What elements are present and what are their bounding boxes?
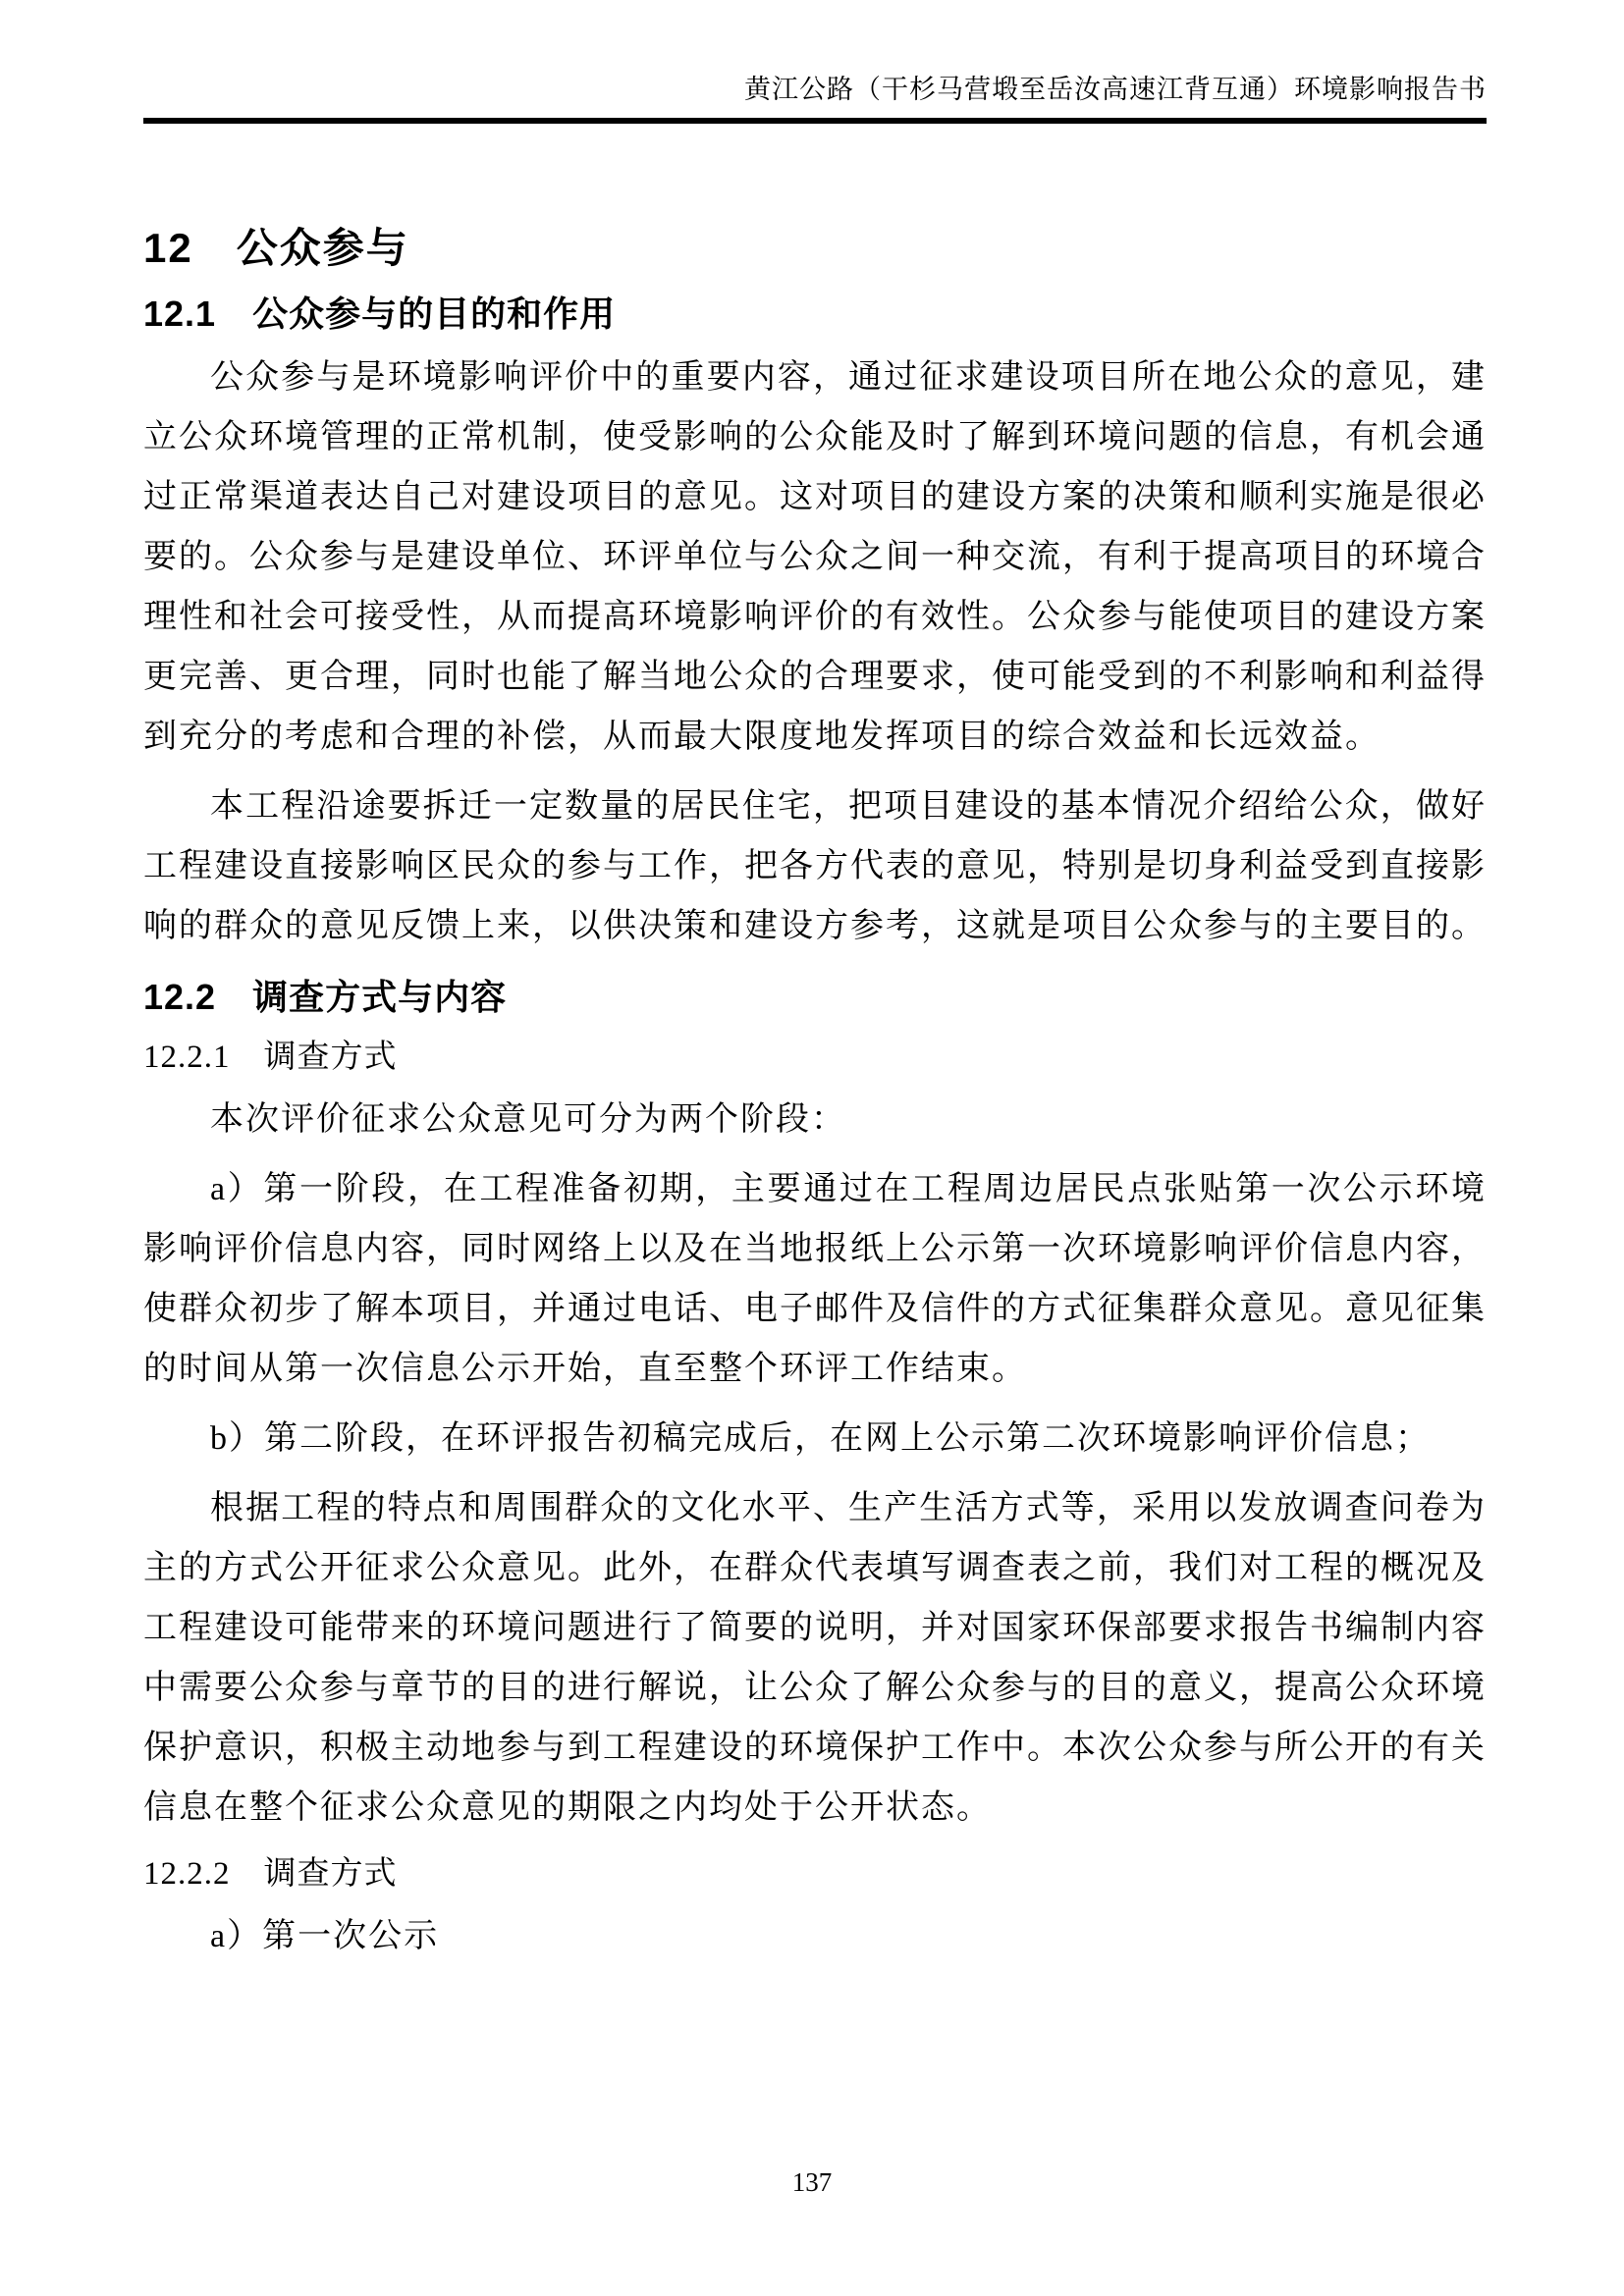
page-number: 137 [791,2167,833,2197]
paragraph-stage-b: b）第二阶段，在环评报告初稿完成后，在网上公示第二次环境影响评价信息； [210,1420,1431,1457]
page-footer [0,2167,1624,2198]
paragraph-stage-a: a）第一阶段，在工程准备初期，主要通过在工程周边居民点张贴第一次公示环境影响评价信息内容，同时网络上以及在当地报纸上公示第一次环境影响评价信息内容，使群众初步了解本项目，并通过电话、电子邮件及信件的方式征集群众意见。意见征集的时间从第一次信息公示开始，直至整个环评工作结束。 [143,1171,1487,1387]
paragraph-purpose-1: 公众参与是环境影响评价中的重要内容，通过征求建设项目所在地公众的意见，建立公众环境管理的正常机制，使受影响的公众能及时了解到环境问题的信息，有机会通过正常渠道表达自己对建设项目的意见。这对项目的建设方案的决策和顺利实施是很必要的。公众参与是建设单位、环评单位与公众之间一种交流，有利于提高项目的环境合理性和社会可接受性，从而提高环境影响评价的有效性。公众参与能使项目的建设方案更完善、更合理，同时也能了解当地公众的合理要求，使可能受到的不利影响和利益得到充分的考虑和合理的补偿，从而最大限度地发挥项目的综合效益和长远效益。 [143,359,1487,755]
running-header-title: 黄江公路（干杉马营塅至岳汝高速江背互通）环境影响报告书 [744,75,1487,104]
document-body [143,224,1487,1966]
subsection-heading-12-2-1: 12.2.1 调查方式 [143,1040,398,1075]
paragraph-purpose-2: 本工程沿途要拆迁一定数量的居民住宅，把项目建设的基本情况介绍给公众，做好工程建设直接影响区民众的参与工作，把各方代表的意见，特别是切身利益受到直接影响的群众的意见反馈上来，以供决策和建设方参考，这就是项目公众参与的主要目的。 [143,788,1487,944]
section-heading-12-1: 12.1 公众参与的目的和作用 [143,294,617,334]
subsection-heading-12-2-2: 12.2.2 调查方式 [143,1856,398,1892]
paragraph-stages-intro: 本次评价征求公众意见可分为两个阶段： [210,1101,846,1138]
page-header [143,0,1487,124]
chapter-heading: 12 公众参与 [143,225,409,271]
header-divider [143,118,1487,124]
paragraph-first-publicity: a）第一次公示 [210,1918,440,1954]
paragraph-survey-method: 根据工程的特点和周围群众的文化水平、生产生活方式等，采用以发放调查问卷为主的方式公开征求公众意见。此外，在群众代表填写调查表之前，我们对工程的概况及工程建设可能带来的环境问题进行了简要的说明，并对国家环保部要求报告书编制内容中需要公众参与章节的目的进行解说，让公众了解公众参与的目的意义，提高公众环境保护意识，积极主动地参与到工程建设的环境保护工作中。本次公众参与所公开的有关信息在整个征求公众意见的期限之内均处于公开状态。 [143,1490,1487,1826]
section-heading-12-2: 12.2 调查方式与内容 [143,977,508,1017]
